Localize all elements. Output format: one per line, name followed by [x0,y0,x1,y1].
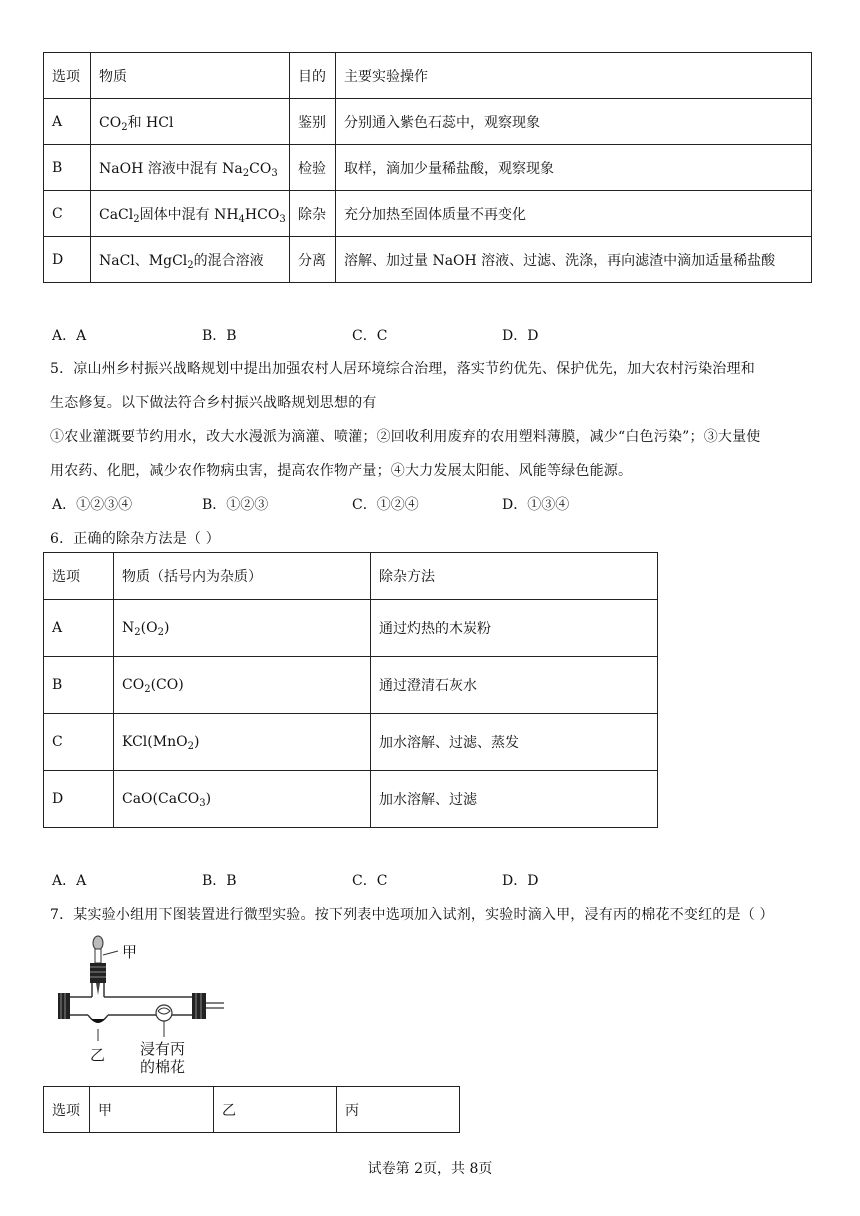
label-yi: 乙 [90,1046,106,1064]
header-cell: 丙 [337,1087,460,1133]
option-c[interactable]: C．C [352,873,388,889]
label-bing-line2: 的棉花 [140,1058,186,1076]
substance-cell: CaO(CaCO$_3$) [114,771,371,828]
header-cell: 选项 [44,553,114,600]
table-row [44,145,812,191]
option-cell: A [44,600,114,657]
option-cell: B [44,657,114,714]
header-cell: 物质（括号内为杂质） [114,553,371,600]
option-d[interactable]: D．①③④ [502,497,570,513]
substance-cell: $CO_2(CO)$ [114,657,371,714]
header-cell: 主要实验操作 [336,53,812,99]
option-cell: C [44,191,91,237]
q7-stem: 7．某实验小组用下图装置进行微型实验。按下列表中选项加入试剂，实验时滴入甲，浸有丙的棉花不变红的是（ ） [50,907,774,923]
substance-cell: CaCl$_2$固体中混有 $NH_4HCO_3$ [91,191,290,237]
substance-cell: KCl(MnO$_2$) [114,714,371,771]
option-c[interactable]: C．①②④ [352,497,419,513]
q4-table [43,52,812,283]
option-d[interactable]: D．D [502,328,539,344]
q6-stem: 6．正确的除杂方法是（ ） [50,531,220,547]
page-footer: 试卷第 2页，共 8页 [367,1161,493,1177]
option-b[interactable]: B．B [202,328,237,344]
option-a[interactable]: A．①②③④ [52,497,133,513]
q5-stem-line3: ①农业灌溉要节约用水，改大水漫派为滴灌、喷灌；②回收利用废弃的农用塑料薄膜，减少“白色污染”；③大量使 [50,429,761,445]
method-cell: 加水溶解、过滤、蒸发 [371,714,658,771]
header-cell: 乙 [214,1087,337,1133]
label-jia: 甲 [122,943,138,961]
method-cell: 通过澄清石灰水 [371,657,658,714]
option-b[interactable]: B．B [202,873,237,889]
header-cell: 物质 [91,53,290,99]
q5-stem-line2: 生态修复。以下做法符合乡村振兴战略规划思想的有 [50,395,377,411]
substance-cell: $CO_2$和 HCl [91,99,290,145]
option-cell: D [44,237,91,283]
table-row [44,237,812,283]
operation-cell: 溶解、加过量 NaOH 溶液、过滤、洗涤，再向滤渣中滴加适量稀盐酸 [336,237,812,283]
table-row [44,99,812,145]
substance-cell: NaCl、MgCl$_2$的混合溶液 [91,237,290,283]
table-row [44,657,658,714]
option-a[interactable]: A．A [52,328,87,344]
table-row [44,771,658,828]
q5-stem-line4: 用农药、化肥，减少农作物病虫害，提高农作物产量；④大力发展太阳能、风能等绿色能源。 [50,463,633,479]
option-d[interactable]: D．D [502,873,539,889]
header-cell: 除杂方法 [371,553,658,600]
purpose-cell: 鉴别 [290,99,336,145]
option-c[interactable]: C．C [352,328,388,344]
q7-table [43,1086,460,1133]
q6-table [43,552,658,828]
option-cell: D [44,771,114,828]
purpose-cell: 分离 [290,237,336,283]
purpose-cell: 除杂 [290,191,336,237]
option-a[interactable]: A．A [52,873,87,889]
option-cell: A [44,99,91,145]
option-b[interactable]: B．①②③ [202,497,269,513]
header-cell: 目的 [290,53,336,99]
substance-cell: NaOH 溶液中混有 $Na_2CO_3$ [91,145,290,191]
table-row [44,600,658,657]
table-row [44,714,658,771]
operation-cell: 取样，滴加少量稀盐酸，观察现象 [336,145,812,191]
table-row [44,553,658,600]
table-row [44,53,812,99]
label-bing-line1: 浸有丙 [140,1040,186,1058]
header-cell: 甲 [90,1087,214,1133]
table-row [44,1087,460,1133]
label-bing [140,1040,185,1076]
method-cell: 通过灼热的木炭粉 [371,600,658,657]
option-cell: B [44,145,91,191]
substance-cell: $N_2(O_2)$ [114,600,371,657]
method-cell: 加水溶解、过滤 [371,771,658,828]
purpose-cell: 检验 [290,145,336,191]
operation-cell: 充分加热至固体质量不再变化 [336,191,812,237]
operation-cell: 分别通入紫色石蕊中，观察现象 [336,99,812,145]
option-cell: C [44,714,114,771]
q5-stem-line1: 5．凉山州乡村振兴战略规划中提出加强农村人居环境综合治理，落实节约优先、保护优先，加大农村污染治理和 [50,361,755,377]
header-cell: 选项 [44,53,91,99]
header-cell: 选项 [44,1087,90,1133]
table-row [44,191,812,237]
